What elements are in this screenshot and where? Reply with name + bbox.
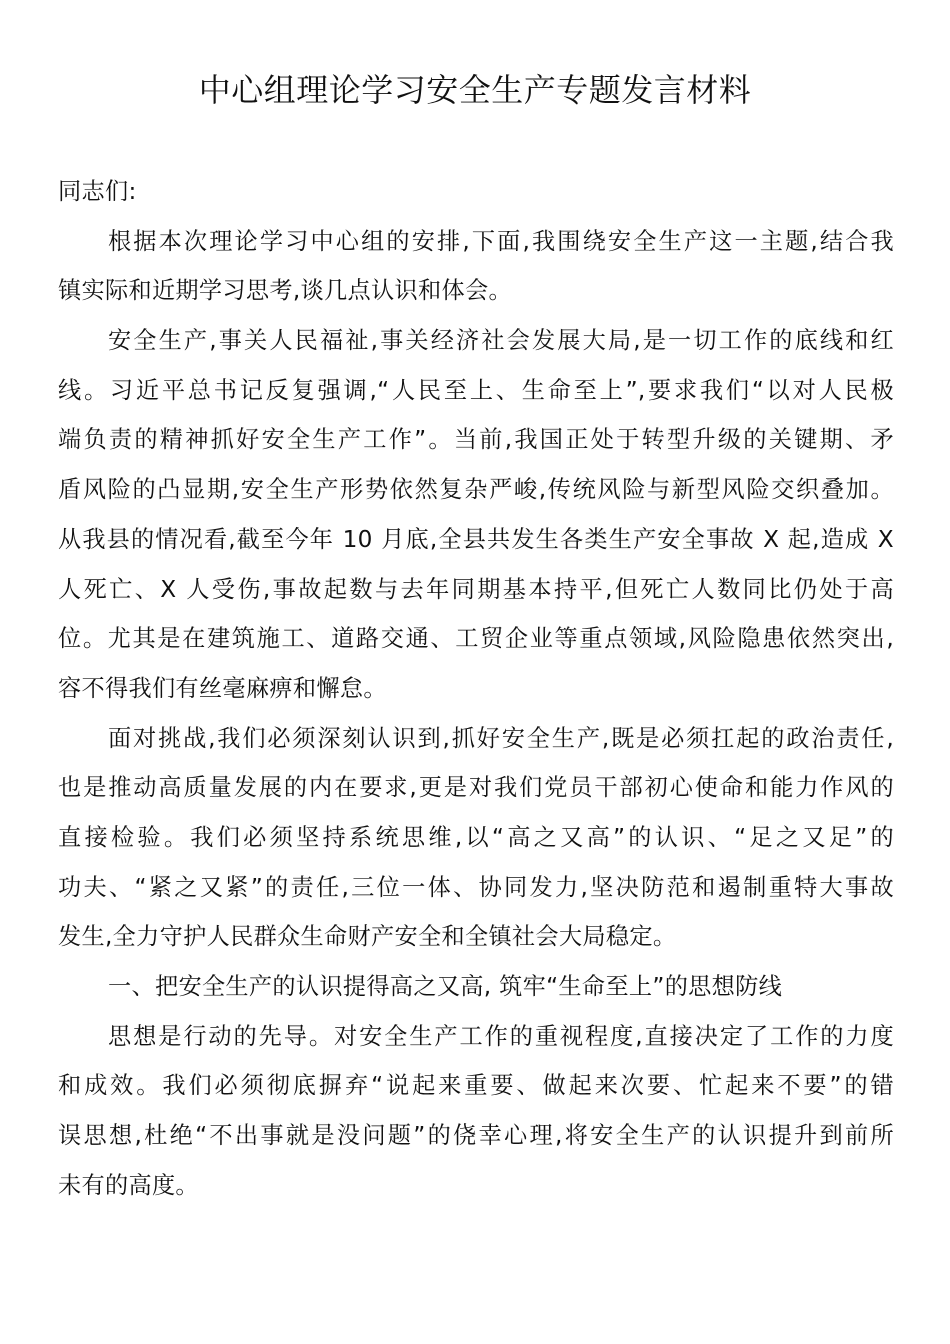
text-line: 误思想,杜绝“不出事就是没问题”的侥幸心理,将安全生产的认识提升到前所 [58,1122,894,1150]
text-line: 盾风险的凸显期,安全生产形势依然复杂严峻,传统风险与新型风险交织叠加。 [58,476,894,504]
text-line: 发生,全力守护人民群众生命财产安全和全镇社会大局稳定。 [58,923,677,951]
text-line: 端负责的精神抓好安全生产工作”。当前,我国正处于转型升级的关键期、矛 [58,426,894,454]
text-line: 从我县的情况看,截至今年 10 月底,全县共发生各类生产安全事故 X 起,造成 X [58,525,894,553]
text-line: 也是推动高质量发展的内在要求,更是对我们党员干部初心使命和能力作风的 [58,774,894,802]
text-line: 人死亡、X 人受伤,事故起数与去年同期基本持平,但死亡人数同比仍处于高 [58,575,894,603]
text-line: 面对挑战,我们必须深刻认识到,抓好安全生产,既是必须扛起的政治责任, [108,724,894,752]
section-heading: 一、把安全生产的认识提得高之又高, 筑牢“生命至上”的思想防线 [108,973,783,1000]
text-line: 功夫、“紧之又紧”的责任,三位一体、协同发力,坚决防范和遏制重特大事故 [58,873,894,901]
document-body [58,167,894,1210]
text-line: 容不得我们有丝毫麻痹和懈怠。 [58,674,387,702]
document-title: 中心组理论学习安全生产专题发言材料 [198,71,752,109]
text-line: 和成效。我们必须彻底摒弃“说起来重要、做起来次要、忙起来不要”的错 [58,1072,894,1100]
paragraph-lines [58,217,894,1211]
text-line: 根据本次理论学习中心组的安排,下面,我围绕安全生产这一主题,结合我 [108,227,894,255]
text-line: 位。尤其是在建筑施工、道路交通、工贸企业等重点领域,风险隐患依然突出, [58,625,894,653]
text-line: 未有的高度。 [58,1171,199,1199]
text-line: 线。习近平总书记反复强调,“人民至上、生命至上”,要求我们“以对人民极 [58,376,894,404]
text-line: 思想是行动的先导。对安全生产工作的重视程度,直接决定了工作的力度 [108,1022,894,1050]
text-line: 镇实际和近期学习思考,谈几点认识和体会。 [58,277,512,305]
text-line: 直接检验。我们必须坚持系统思维,以“高之又高”的认识、“足之又足”的 [58,823,894,851]
greeting: 同志们: [58,178,137,205]
text-line: 安全生产,事关人民福祉,事关经济社会发展大局,是一切工作的底线和红 [108,327,894,355]
